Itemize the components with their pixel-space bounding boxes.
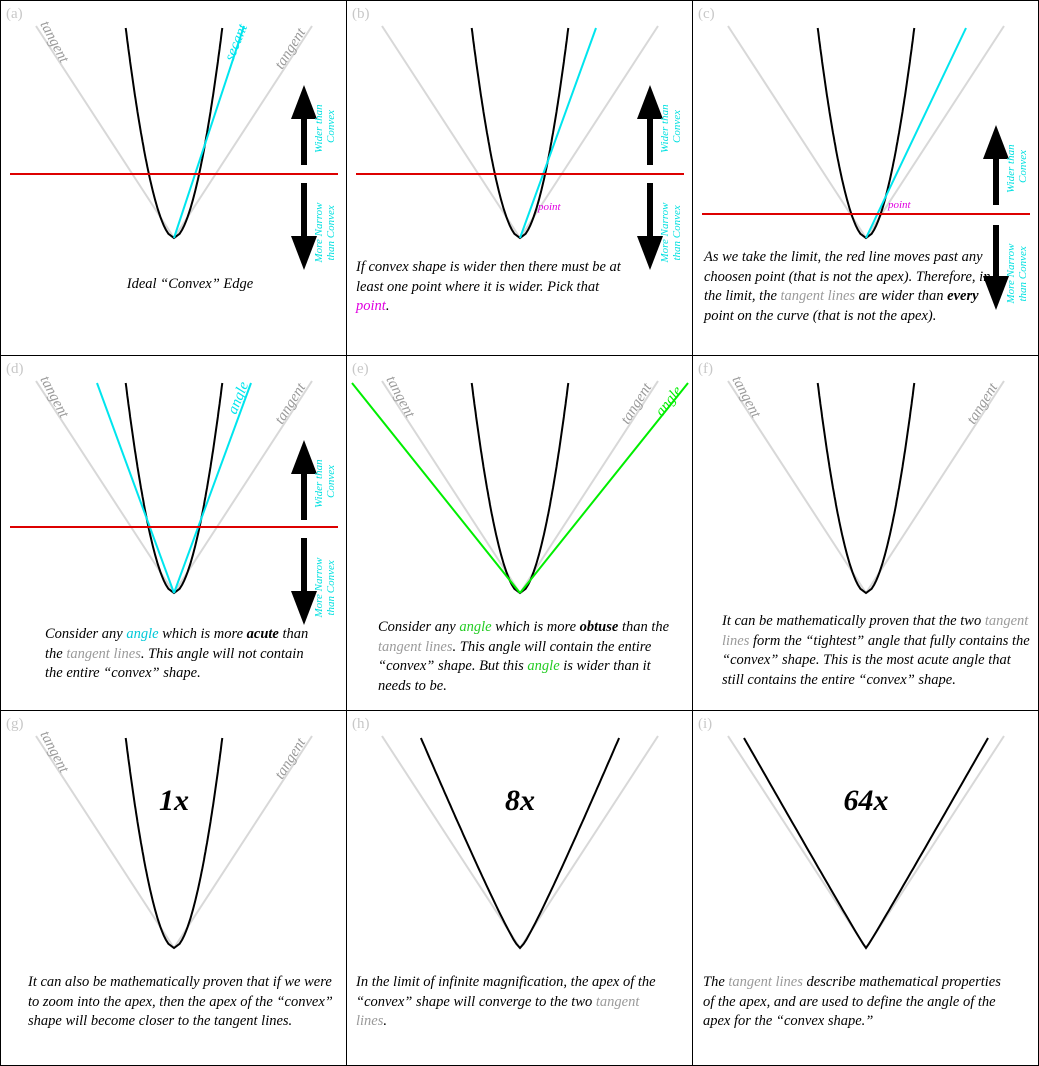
caption-text: It can also be mathematically proven that if we were to zoom into the apex, then the apex of the “convex” shape will become closer to the tangent lines.: [28, 974, 333, 1029]
caption-f: [722, 612, 1034, 690]
caption-text: . This angle will contain the entire “convex” shape. But this: [378, 638, 652, 674]
convex-curve: [744, 738, 988, 948]
caption-text: . This angle will not contain the entire “convex” shape.: [45, 645, 304, 681]
angle-line-left: [97, 383, 174, 593]
tangent-label-right: tangent: [271, 380, 310, 428]
tangent-label-left: tangent: [36, 18, 72, 66]
wider-than-convex-label: Wider than: [659, 104, 671, 153]
secant-label: secant: [221, 21, 252, 64]
tangent-line-right: [866, 26, 1004, 238]
more-narrow-label-2: than Convex: [1017, 246, 1029, 302]
caption-d: [45, 625, 320, 684]
caption-text: which is more: [158, 626, 247, 642]
caption-text: is wider than it needs to be.: [378, 658, 651, 694]
caption-text: The: [703, 974, 729, 990]
wider-than-convex-label-2: Convex: [325, 110, 337, 143]
angle-label: angle: [652, 383, 686, 420]
tangent-line-left: [382, 26, 520, 238]
wider-than-convex-label-2: Convex: [671, 110, 683, 143]
caption-b: [356, 258, 636, 317]
convex-curve: [126, 383, 223, 593]
caption-text: Consider any: [378, 619, 460, 635]
tangent-label-right: tangent: [617, 380, 656, 428]
caption-highlight-gray: tangent lines: [356, 993, 640, 1029]
caption-text: As we take the limit, the red line moves past any choosen point (that is not the apex). Therefore, in the limit, the: [704, 249, 991, 304]
caption-text: form the “tightest” angle that fully contains the “convex” shape. This is the most acute angle that still contains the entire “convex” shape.: [722, 632, 1030, 688]
caption-text: .: [383, 1013, 388, 1029]
tangent-line-left: [728, 26, 866, 238]
more-narrow-label: More Narrow: [659, 202, 671, 263]
panel-label-d: (d): [6, 361, 24, 377]
caption-highlight-green: angle: [459, 619, 492, 635]
angle-line-left: [352, 383, 520, 593]
tangent-line-left: [382, 736, 520, 948]
point-label: point: [538, 201, 561, 213]
caption-c: [704, 248, 1004, 326]
panel-label-c: (c): [698, 6, 715, 22]
outer-border: [1, 1, 1039, 1066]
angle-label: angle: [224, 379, 253, 417]
caption-highlight-gray: tangent lines: [722, 613, 1029, 649]
wider-than-convex-label: Wider than: [1005, 144, 1017, 193]
caption-highlight-gray: tangent lines: [780, 288, 856, 304]
tangent-label-left: tangent: [728, 373, 764, 421]
panel-label-h: (h): [352, 716, 370, 732]
caption-highlight-gray: tangent lines: [66, 645, 141, 662]
panel-label-b: (b): [352, 6, 370, 22]
panel-label-f: (f): [698, 361, 713, 377]
wider-than-convex-label: Wider than: [313, 459, 325, 508]
caption-text: than the: [618, 619, 670, 635]
caption-text: describe mathematical properties of the apex, and are used to define the angle of the apex for the “convex shape.”: [703, 974, 1001, 1029]
caption-text: Ideal “Convex” Edge: [126, 276, 254, 292]
point-label: point: [888, 199, 911, 211]
caption-highlight-bold: every: [947, 288, 979, 304]
caption-highlight-bold: obtuse: [579, 619, 619, 635]
secant-line: [866, 28, 966, 238]
panel-label-e: (e): [352, 361, 369, 377]
wider-than-convex-label-2: Convex: [1017, 150, 1029, 183]
zoom-label: 64x: [843, 784, 889, 817]
caption-text: It can be mathematically proven that the two: [722, 613, 985, 629]
caption-text: are wider than: [855, 288, 948, 304]
panel-label-g: (g): [6, 716, 24, 732]
more-narrow-label-2: than Convex: [325, 560, 337, 616]
caption-text: Consider any: [45, 626, 127, 642]
tangent-label-right: tangent: [271, 25, 310, 73]
tangent-label-left: tangent: [382, 373, 418, 421]
caption-highlight-magenta: point: [356, 298, 386, 314]
caption-highlight-cyan: angle: [126, 626, 159, 642]
more-narrow-label-2: than Convex: [671, 205, 683, 261]
caption-a: [80, 275, 300, 295]
tangent-line-right: [866, 736, 1004, 948]
caption-h: [356, 973, 668, 1032]
more-narrow-label: More Narrow: [1005, 243, 1017, 304]
caption-text: point on the curve (that is not the apex).: [704, 307, 937, 324]
tangent-line-left: [728, 736, 866, 948]
caption-g: [28, 973, 340, 1032]
caption-i: [703, 973, 1015, 1032]
wider-than-convex-label: Wider than: [313, 104, 325, 153]
tangent-label-right: tangent: [271, 735, 310, 783]
more-narrow-label: More Narrow: [313, 202, 325, 263]
convex-curve: [472, 383, 569, 593]
caption-text: which is more: [491, 619, 580, 635]
caption-highlight-bold: acute: [246, 626, 279, 642]
caption-highlight-gray: tangent lines: [378, 638, 453, 655]
caption-e: [378, 618, 673, 696]
panel-label-a: (a): [6, 6, 23, 22]
more-narrow-label-2: than Convex: [325, 205, 337, 261]
caption-highlight-gray: tangent lines: [728, 974, 803, 990]
more-narrow-label: More Narrow: [313, 557, 325, 618]
panel-label-i: (i): [698, 716, 713, 732]
caption-highlight-green: angle: [527, 658, 560, 674]
zoom-label: 1x: [159, 784, 189, 817]
caption-text: In the limit of infinite magnification, the apex of the “convex” shape will converge to the two: [356, 974, 656, 1010]
tangent-label-left: tangent: [36, 728, 72, 776]
wider-than-convex-label-2: Convex: [325, 465, 337, 498]
convex-curve: [818, 383, 915, 593]
tangent-label-left: tangent: [36, 373, 72, 421]
convex-curve: [126, 738, 223, 948]
tangent-line-right: [520, 736, 658, 948]
caption-text: If convex shape is wider then there must be at least one point where it is wider. Pick that: [356, 259, 621, 295]
zoom-label: 8x: [505, 784, 535, 817]
caption-text: .: [385, 298, 390, 314]
tangent-label-right: tangent: [963, 380, 1002, 428]
caption-text: than the: [45, 626, 309, 662]
